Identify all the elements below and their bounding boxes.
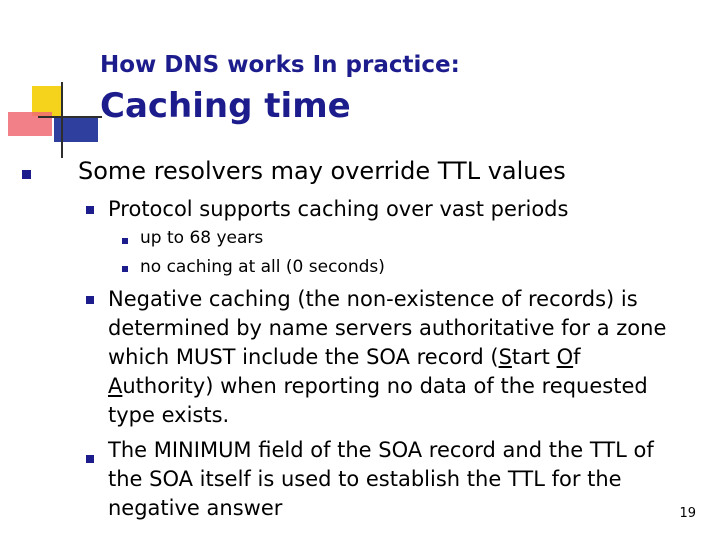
bullet-level2-text: Protocol supports caching over vast periods xyxy=(108,197,569,221)
bullet-level3-text: up to 68 years xyxy=(140,228,264,248)
bullet-square-icon xyxy=(86,296,94,304)
bullet-level2-text xyxy=(108,285,666,430)
bullet-level1-text: Some resolvers may override TTL values xyxy=(78,157,566,185)
text-fragment: f xyxy=(573,345,581,369)
slide-title-line-1: How DNS works In practice: xyxy=(100,52,460,78)
slide-title-line-2: Caching time xyxy=(100,86,351,126)
text-line xyxy=(108,372,666,401)
underlined-letter: O xyxy=(556,345,574,369)
bullet-level2-text xyxy=(108,436,654,523)
text-line: negative answer xyxy=(108,496,283,520)
text-line: Negative caching (the non-existence of records) is xyxy=(108,287,638,311)
underlined-letter: S xyxy=(498,345,512,369)
underlined-letter: A xyxy=(108,374,123,398)
text-fragment: which MUST include the SOA record ( xyxy=(108,345,499,369)
bullet-square-icon xyxy=(122,238,128,244)
logo-vertical-line xyxy=(61,82,63,158)
text-line: determined by name servers authoritative for a zone xyxy=(108,316,667,340)
decorative-logo xyxy=(0,0,110,160)
bullet-level3-text: no caching at all (0 seconds) xyxy=(140,257,385,277)
bullet-square-icon xyxy=(86,455,94,463)
text-line: type exists. xyxy=(108,403,230,427)
text-line xyxy=(108,343,666,372)
bullet-square-icon xyxy=(22,170,31,179)
bullet-square-icon xyxy=(122,266,128,272)
text-fragment: tart xyxy=(511,345,557,369)
text-line: The MINIMUM field of the SOA record and the TTL of xyxy=(108,438,654,462)
text-fragment: uthority) when reporting no data of the requested xyxy=(122,374,648,398)
logo-horizontal-line xyxy=(38,116,102,118)
text-line: the SOA itself is used to establish the TTL for the xyxy=(108,467,622,491)
bullet-square-icon xyxy=(86,206,94,214)
page-number: 19 xyxy=(679,506,696,521)
